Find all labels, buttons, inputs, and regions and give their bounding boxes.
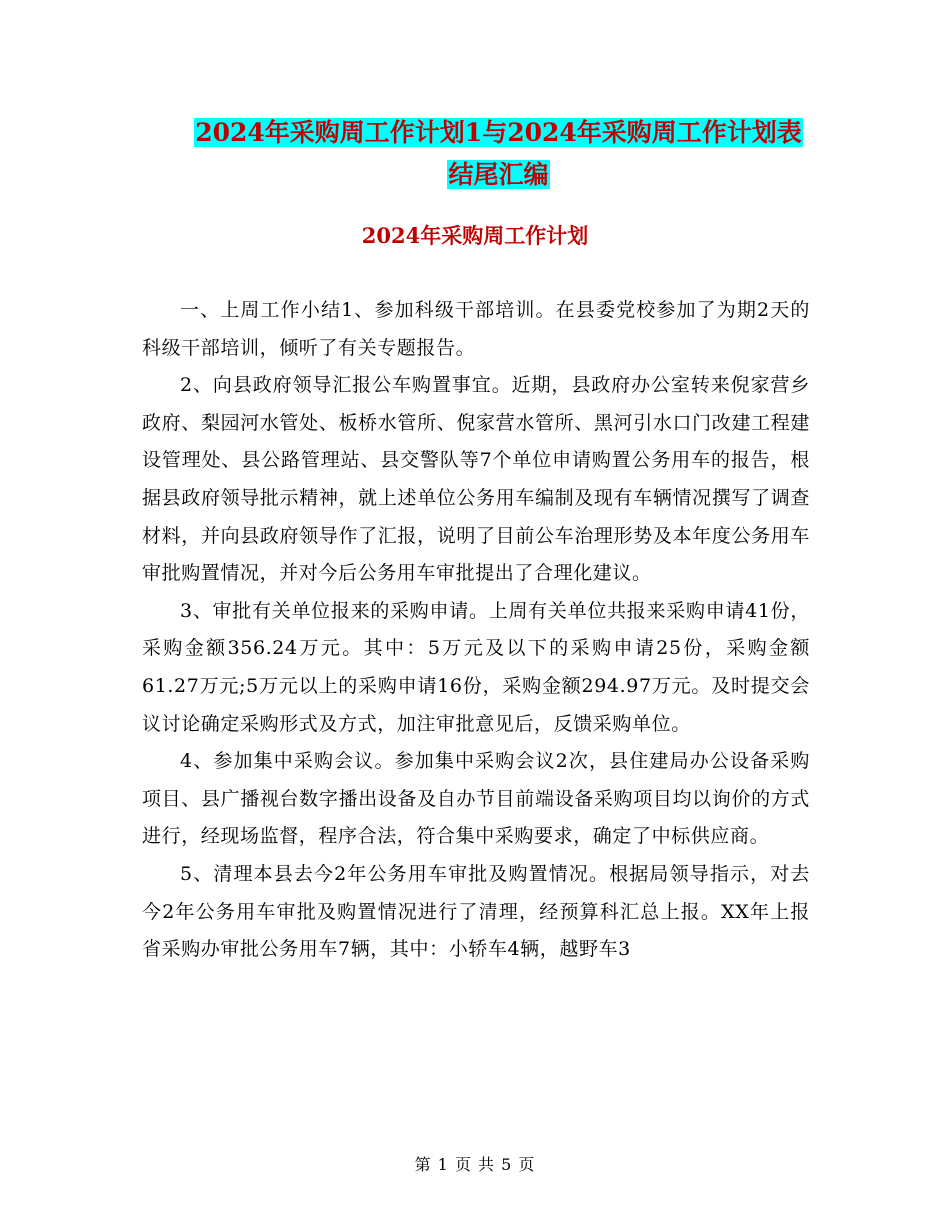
document-body [142, 292, 810, 969]
title-highlight-2: 结尾汇编 [448, 160, 549, 189]
document-title-line-2 [0, 152, 950, 198]
paragraph-4: 4、参加集中采购会议。参加集中采购会议2次，县住建局办公设备采购项目、县广播视台数字播出设备及自办节目前端设备采购项目均以询价的方式进行，经现场监督，程序合法，符合集中采购要求，确定了中标供应商。 [142, 750, 810, 848]
document-title-line-1 [0, 110, 950, 156]
paragraph-5: 5、清理本县去今2年公务用车审批及购置情况。根据局领导指示，对去今2年公务用车审批及购置情况进行了清理，经预算科汇总上报。XX年上报省采购办审批公务用车7辆，其中：小轿车4辆，越野车3 [142, 862, 810, 961]
paragraph-3: 3、审批有关单位报来的采购申请。上周有关单位共报来采购申请41份，采购金额356.24万元。其中：5万元及以下的采购申请25份，采购金额61.27万元;5万元以上的采购申请16份，采购金额294.97万元。及时提交会议讨论确定采购形式及方式，加注审批意见后，反馈采购单位。 [142, 599, 810, 735]
paragraph-1: 一、上周工作小结1、参加科级干部培训。在县委党校参加了为期2天的科级干部培训，倾听了有关专题报告。 [142, 299, 810, 359]
paragraph-2: 2、向县政府领导汇报公车购置事宜。近期，县政府办公室转来倪家营乡政府、梨园河水管处、板桥水管所、倪家营水管所、黑河引水口门改建工程建设管理处、县公路管理站、县交警队等7个单位申请购置公务用车的报告，根据县政府领导批示精神，就上述单位公务用车编制及现有车辆情况撰写了调查材料，并向县政府领导作了汇报，说明了目前公车治理形势及本年度公务用车审批购置情况，并对今后公务用车审批提出了合理化建议。 [142, 374, 810, 585]
page-footer: 第 1 页 共 5 页 [414, 1155, 536, 1174]
title-highlight-1: 2024年采购周工作计划1与2024年采购周工作计划表 [195, 118, 802, 147]
section-title: 2024年采购周工作计划 [361, 223, 589, 248]
